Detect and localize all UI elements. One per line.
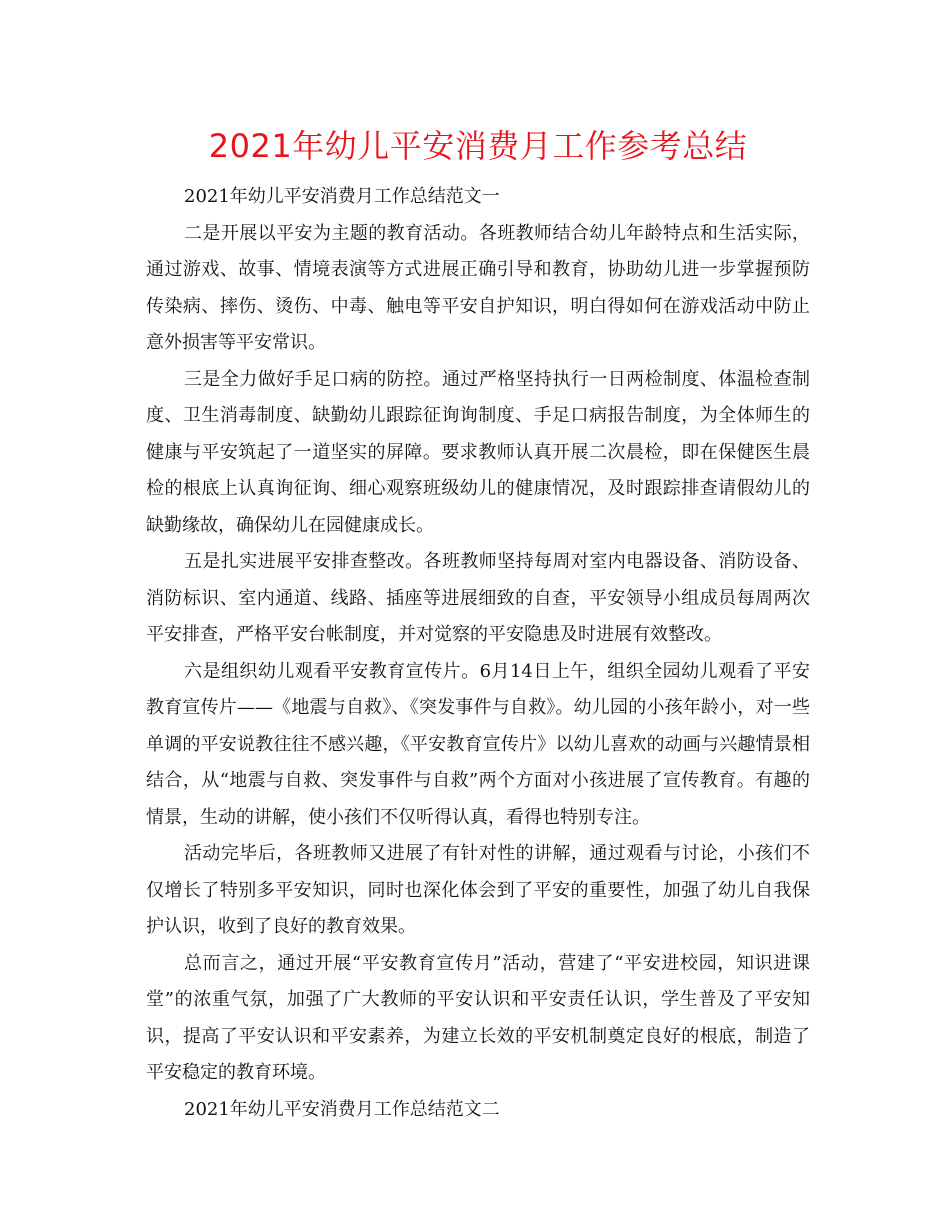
document-title: 2021年幼儿平安消费月工作参考总结	[208, 127, 748, 165]
paragraph-disease-prevention: 三是全力做好手足口病的防控。通过严格坚持执行一日两检制度、体温检查制度、卫生消毒制度、缺勤幼儿跟踪征询询制度、手足口病报告制度，为全体师生的健康与平安筑起了一道坚实的屏障。要求教师认真开展二次晨检，即在保健医生晨检的根底上认真询征询、细心观察班级幼儿的健康情况，及时跟踪排查请假幼儿的缺勤缘故，确保幼儿在园健康成长。	[146, 368, 810, 536]
subtitle-sample-two: 2021年幼儿平安消费月工作总结范文二	[184, 1098, 500, 1120]
paragraph-summary: 总而言之，通过开展“平安教育宣传月”活动，营建了“平安进校园，知识进课堂”的浓重气氛，加强了广大教师的平安认识和平安责任认识，学生普及了平安知识，提高了平安认识和平安素养，为建立长效的平安机制奠定良好的根底，制造了平安稳定的教育环境。	[146, 952, 810, 1083]
paragraph-safety-video: 六是组织幼儿观看平安教育宣传片。6月14日上午，组织全园幼儿观看了平安教育宣传片——《地震与自救》、《突发事件与自救》。幼儿园的小孩年龄小，对一些单调的平安说教往往不感兴趣，《平安教育宣传片》以幼儿喜欢的动画与兴趣情景相结合，从“地震与自救、突发事件与自救”两个方面对小孩进展了宣传教育。有趣的情景，生动的讲解，使小孩们不仅听得认真，看得也特别专注。	[146, 660, 810, 828]
document-body	[146, 179, 810, 1128]
paragraph-safety-inspection: 五是扎实进展平安排查整改。各班教师坚持每周对室内电器设备、消防设备、消防标识、室内通道、线路、插座等进展细致的自查，平安领导小组成员每周两次平安排查，严格平安台帐制度，并对觉察的平安隐患及时进展有效整改。	[146, 551, 810, 645]
paragraph-after-activity: 活动完毕后，各班教师又进展了有针对性的讲解，通过观看与讨论，小孩们不仅增长了特别多平安知识，同时也深化体会到了平安的重要性，加强了幼儿自我保护认识，收到了良好的教育效果。	[146, 843, 810, 937]
paragraph-education-activities: 二是开展以平安为主题的教育活动。各班教师结合幼儿年龄特点和生活实际，通过游戏、故事、情境表演等方式进展正确引导和教育，协助幼儿进一步掌握预防传染病、摔伤、烫伤、中毒、触电等平安自护知识，明白得如何在游戏活动中防止意外损害等平安常识。	[146, 222, 810, 353]
subtitle-sample-one: 2021年幼儿平安消费月工作总结范文一	[184, 186, 500, 207]
